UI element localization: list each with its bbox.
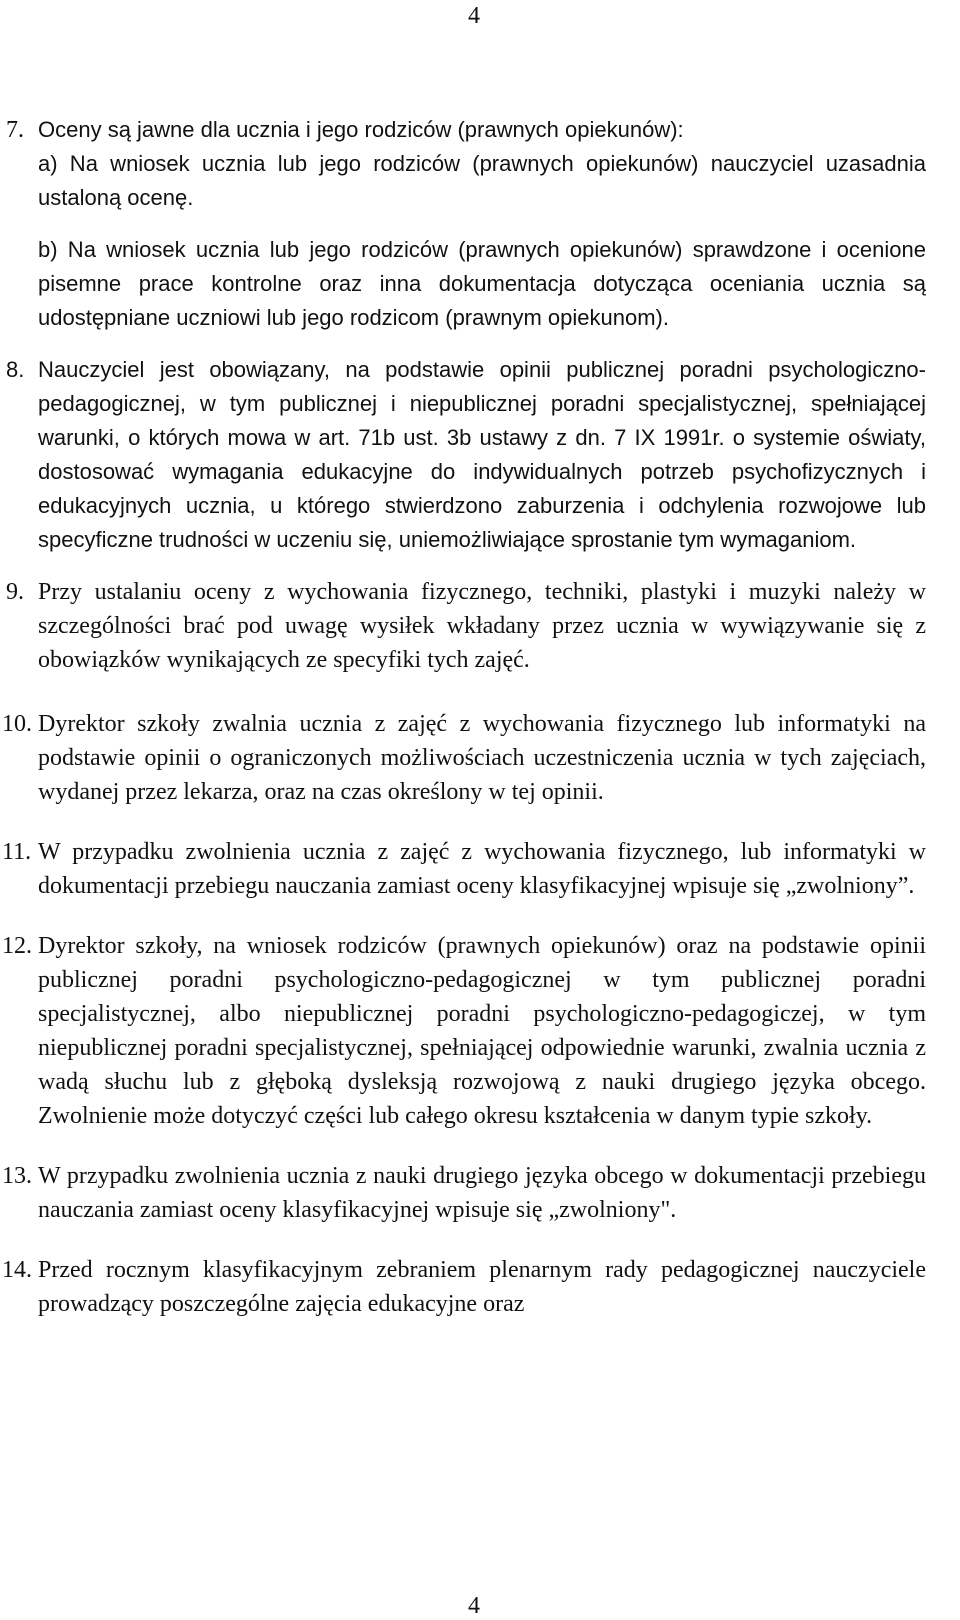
page-number-bottom: 4 <box>468 1593 480 1619</box>
item-number: 11. <box>2 839 32 865</box>
item-number: 14. <box>2 1257 32 1283</box>
item-text: Dyrektor szkoły, na wniosek rodziców (prawnych opiekunów) oraz na podstawie opinii publicznej poradni psychologiczno-pedagogicznej w tym publicznej poradni specjalistycznej, albo niepublicznej poradni psychologiczno-pedagogiczej, w tym niepublicznej poradni specjalistycznej, spełniającej odpowiednie warunki, zwalnia ucznia z wadą słuchu lub z głęboką dysleksją rozwojową z nauki drugiego języka obcego. Zwolnienie może dotyczyć części lub całego okresu kształcenia w danym typie szkoły. <box>38 933 926 1129</box>
subitem-b-text: b) Na wniosek ucznia lub jego rodziców (prawnych opiekunów) sprawdzone i ocenione pisemne prace kontrolne oraz inna dokumentacja dotycząca oceniania ucznia są udostępniane uczniowi lub jego rodzicom (prawnym opiekunom). <box>38 237 926 330</box>
item-number: 9. <box>6 579 24 605</box>
item-text: W przypadku zwolnienia ucznia z nauki drugiego języka obcego w dokumentacji przebiegu nauczania zamiast oceny klasyfikacyjnej wpisuje się „zwolniony". <box>38 1163 926 1223</box>
list-item-9 <box>0 575 926 677</box>
subitem-a-text: a) Na wniosek ucznia lub jego rodziców (prawnych opiekunów) nauczyciel uzasadnia ustaloną ocenę. <box>38 151 926 210</box>
item-text: W przypadku zwolnienia ucznia z zajęć z wychowania fizycznego, lub informatyki w dokumentacji przebiegu nauczania zamiast oceny klasyfikacyjnej wpisuje się „zwolniony”. <box>38 839 926 899</box>
item-number: 8. <box>6 357 25 382</box>
item-text: Przed rocznym klasyfikacyjnym zebraniem plenarnym rady pedagogicznej nauczyciele prowadzący poszczególne zajęcia edukacyjne oraz <box>38 1257 926 1317</box>
item-number: 12. <box>2 933 32 959</box>
list-item-8 <box>0 353 926 557</box>
item-number: 13. <box>2 1163 32 1189</box>
list-item-13 <box>0 1159 926 1227</box>
page-number-top: 4 <box>468 3 480 29</box>
list-item-10 <box>0 707 926 809</box>
item-text: Dyrektor szkoły zwalnia ucznia z zajęć z wychowania fizycznego lub informatyki na podstawie opinii o ograniczonych możliwościach uczestniczenia ucznia w tych zajęciach, wydanej przez lekarza, oraz na czas określony w tej opinii. <box>38 711 926 805</box>
item-text: Nauczyciel jest obowiązany, na podstawie opinii publicznej poradni psychologiczno-pedagogicznej, w tym publicznej i niepublicznej poradni specjalistycznej, spełniającej warunki, o których mowa w art. 71b ust. 3b ustawy z dn. 7 IX 1991r. o systemie oświaty, dostosować wymagania edukacyjne do indywidualnych potrzeb psychofizycznych i edukacyjnych ucznia, u którego stwierdzono zaburzenia i odchylenia rozwojowe lub specyficzne trudności w uczeniu się, uniemożliwiające sprostanie tym wymaganiom. <box>38 357 926 552</box>
item-number: 7. <box>6 117 24 143</box>
list-item-7 <box>0 113 926 335</box>
document-body <box>0 113 960 1321</box>
list-item-14 <box>0 1253 926 1321</box>
item-number: 10. <box>2 711 32 737</box>
item-lead-text: Oceny są jawne dla ucznia i jego rodziców (prawnych opiekunów): <box>38 117 684 142</box>
list-item-11 <box>0 835 926 903</box>
list-item-12 <box>0 929 926 1133</box>
item-text: Przy ustalaniu oceny z wychowania fizycznego, techniki, plastyki i muzyki należy w szczególności brać pod uwagę wysiłek wkładany przez ucznia w wywiązywanie się z obowiązków wynikających ze specyfiki tych zajęć. <box>38 579 926 673</box>
